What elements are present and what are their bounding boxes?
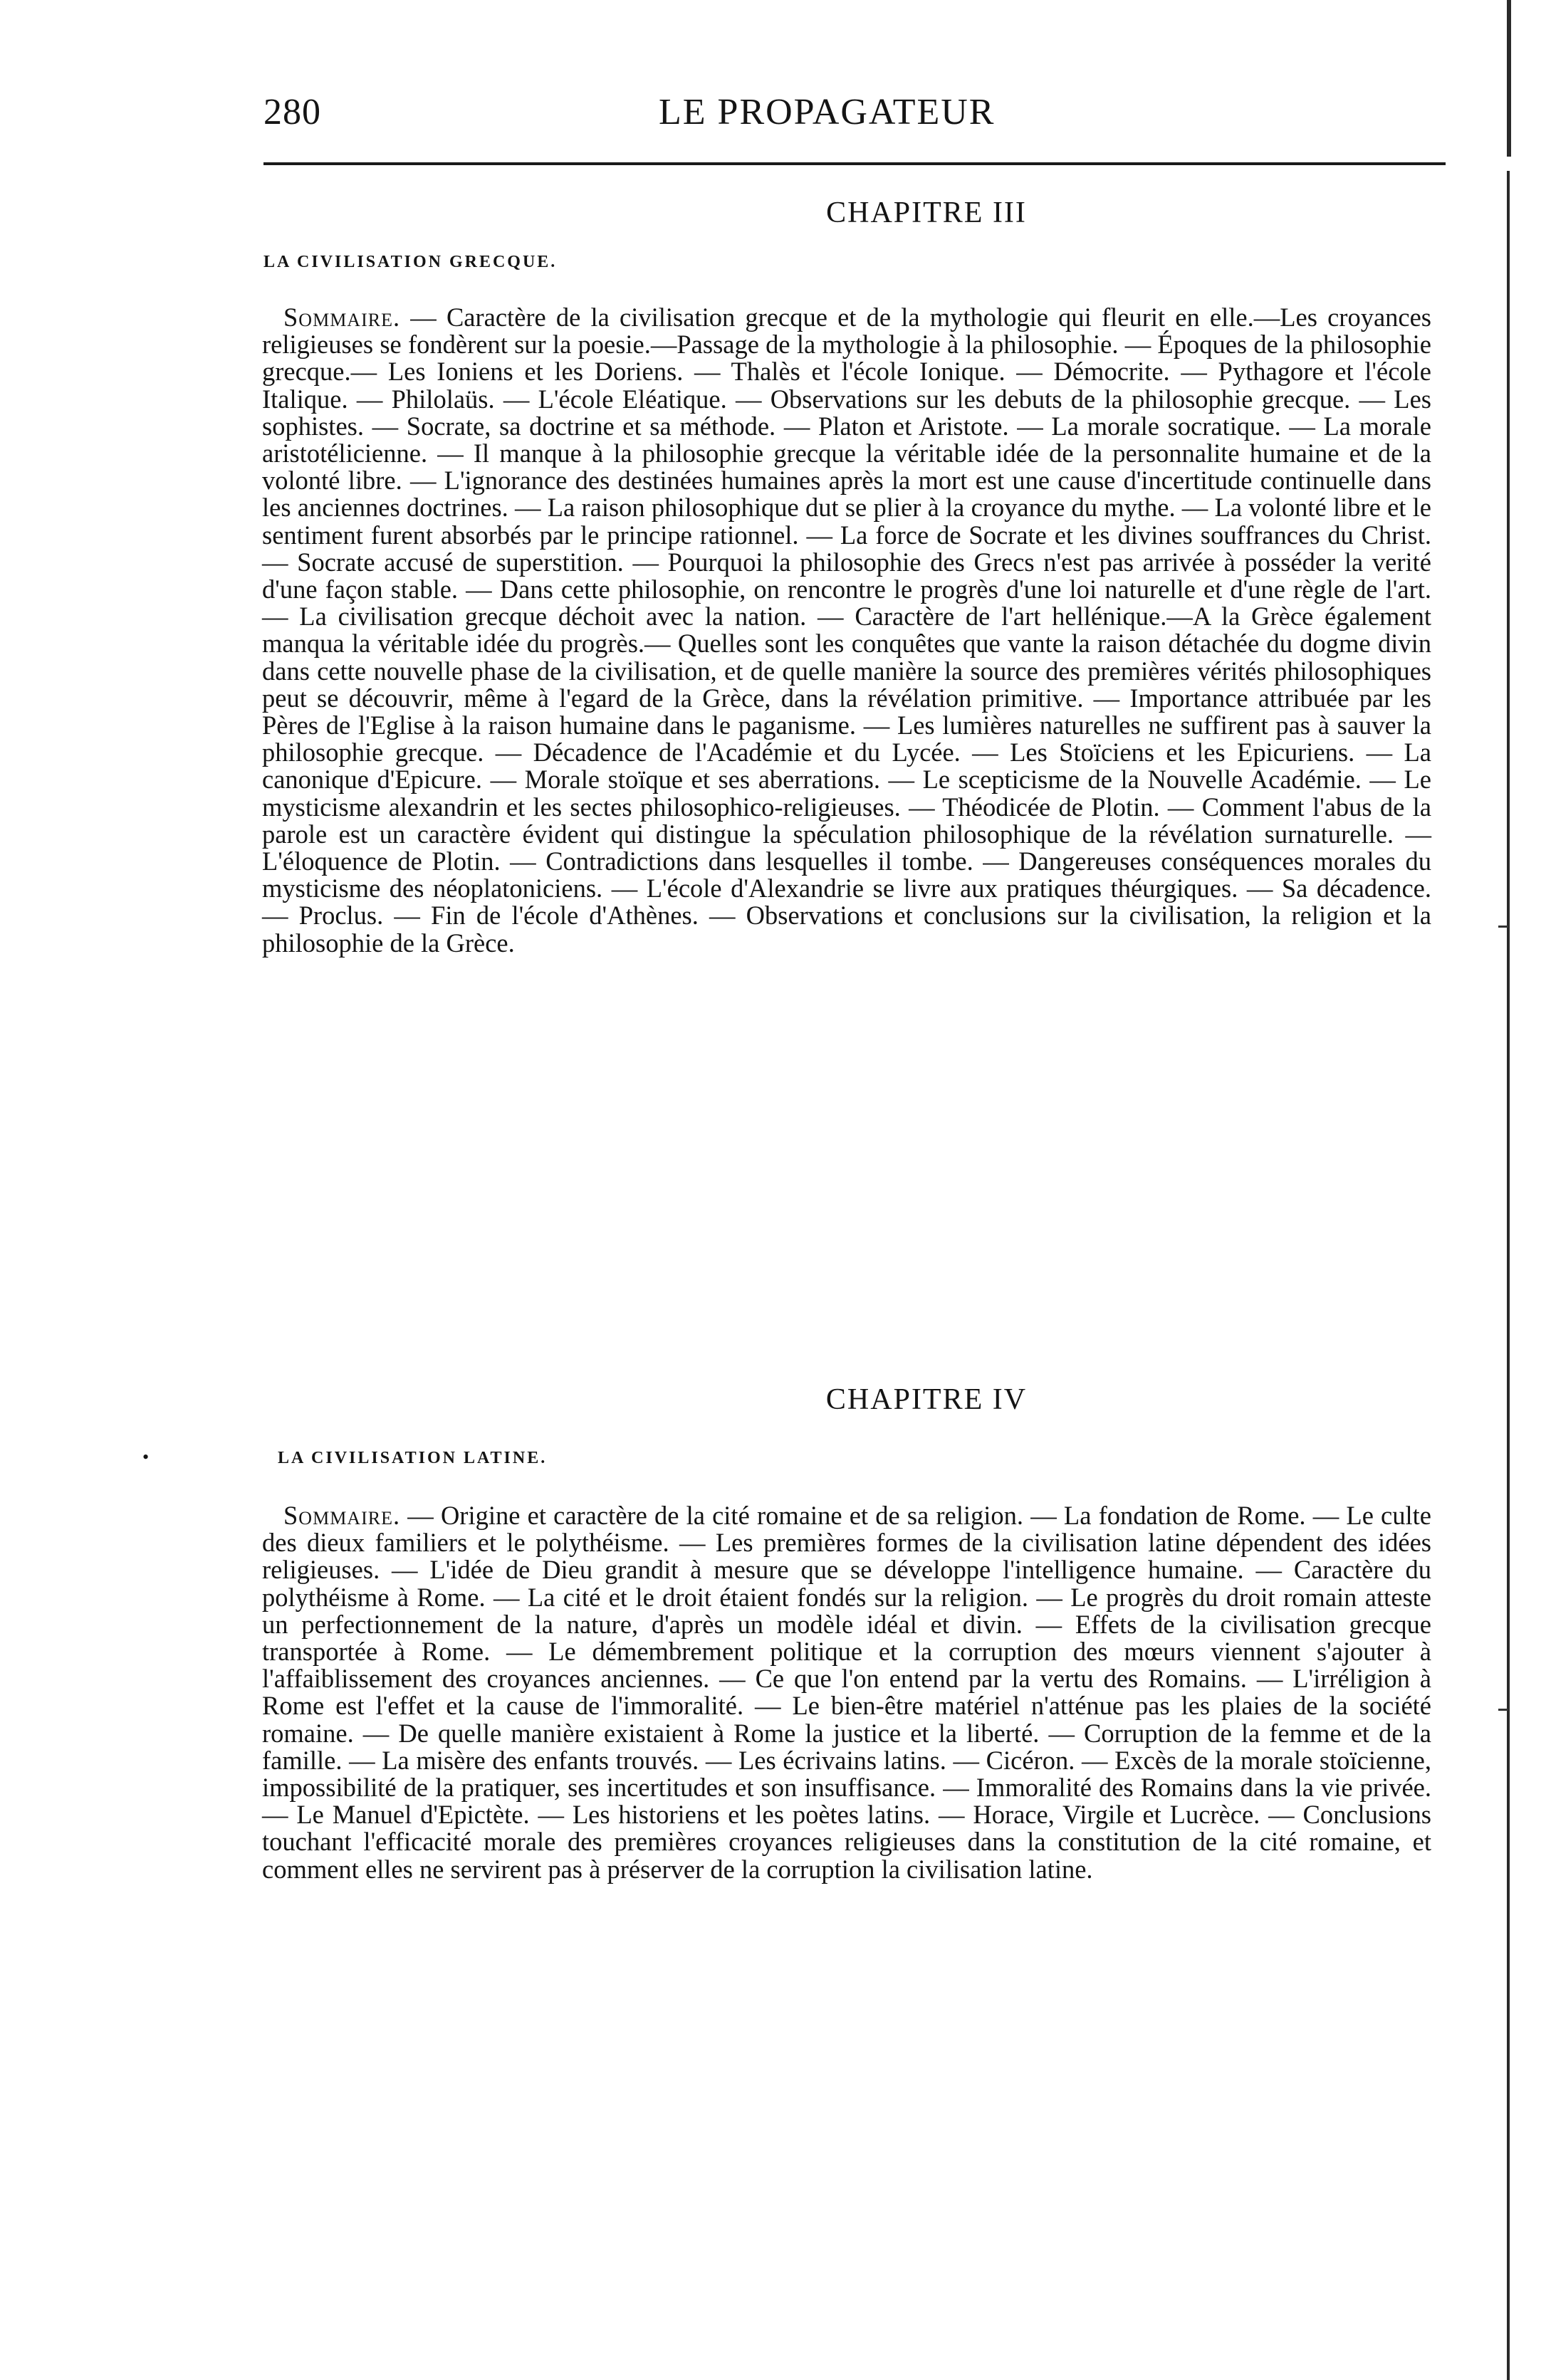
summary-label: Sommaire. — [283, 303, 401, 332]
page-number: 280 — [263, 92, 321, 132]
scan-edge-mark — [1498, 926, 1508, 928]
chapter-summary — [262, 304, 1431, 957]
section-label: LA CIVILISATION LATINE. — [278, 1449, 548, 1467]
journal-title: LE PROPAGATEUR — [659, 92, 996, 132]
summary-text: — Caractère de la civilisation grecque et de la mythologie qui fleurit en elle.—Les croyances religieuses se fondèrent sur la poesie.—Passage de la mythologie à la philosophie. — Époques de la philosophie grecque.— Les Ioniens et les Doriens. — Thalès et l'école Ionique. — Démocrite. — Pythagore et l'école Italique. — Philolaüs. — L'école Eléatique. — Observations sur les debuts de la philosophie grecque. — Les sophistes. — Socrate, sa doctrine et sa méthode. — Platon et Aristote. — La morale socratique. — La morale aristotélicienne. — Il manque à la philosophie grecque la véritable idée de la personnalite humaine et de la volonté libre. — L'ignorance des destinées humaines après la mort est une cause d'incertitude continuelle dans les anciennes doctrines. — La raison philosophique dut se plier à la croyance du mythe. — La volonté libre et le sentiment furent absorbés par le principe rationnel. — La force de Socrate et les divines souffrances du Christ. — Socrate accusé de superstition. — Pourquoi la philosophie des Grecs n'est pas arrivée à posséder la verité d'une façon stable. — Dans cette philosophie, on rencontre le progrès d'une loi naturelle et d'une règle de l'art. — La civilisation grecque déchoit avec la nation. — Caractère de l'art hellénique.—A la Grèce également manqua la véritable idée du progrès.— Quelles sont les conquêtes que vante la raison détachée du dogme divin dans cette nouvelle phase de la civilisation, et de quelle manière la source des premières vérités philosophiques peut se découvrir, même à l'egard de la Grèce, dans la révélation primitive. — Importance attribuée par les Pères de l'Eglise à la raison humaine dans le paganisme. — Les lumières naturelles ne suffirent pas à sauver la philosophie grecque. — Décadence de l'Académie et du Lycée. — Les Stoïciens et les Epicuriens. — La canonique d'Epicure. — Morale stoïque et ses aberrations. — Le scepticisme de la Nouvelle Académie. — Le mysticisme alexandrin et les sectes philosophico-religieuses. — Théodicée de Plotin. — Comment l'abus de la parole est un caractère évident qui distingue la spéculation philosophique de la révélation surnaturelle. — L'éloquence de Plotin. — Contradictions dans lesquelles il tombe. — Dangereuses conséquences morales du mysticisme des néoplatoniciens. — L'école d'Alexandrie se livre aux pratiques théurgiques. — Sa décadence. — Proclus. — Fin de l'école d'Athènes. — Observations et conclusions sur la civilisation, la religion et la philosophie de la Grèce. — [262, 303, 1432, 958]
summary-label: Sommaire. — [283, 1501, 401, 1530]
chapter-heading: CHAPITRE IV — [825, 1383, 1028, 1416]
scan-edge-line — [1507, 171, 1510, 2380]
margin-mark: • — [142, 1447, 150, 1467]
scan-edge-mark — [1498, 1709, 1508, 1711]
section-label: LA CIVILISATION GRECQUE. — [263, 253, 558, 271]
summary-text: — Origine et caractère de la cité romaine et de sa religion. — La fondation de Rome. — Le culte des dieux familiers et le polythéisme. — Les premières formes de la civilisation latine dépendent des idées religieuses. — L'idée de Dieu grandit à mesure que se développe l'intelligence humaine. — Caractère du polythéisme à Rome. — La cité et le droit étaient fondés sur la religion. — Le progrès du droit romain atteste un perfectionnement de la nature, d'après un modèle idéal et divin. — Effets de la civilisation grecque transportée à Rome. — Le démembrement politique et la corruption des mœurs viennent s'ajouter à l'affaiblissement des croyances anciennes. — Ce que l'on entend par la vertu des Romains. — L'irréligion à Rome est l'effet et la cause de l'immoralité. — Le bien-être matériel n'atténue pas les plaies de la société romaine. — De quelle manière existaient à Rome la justice et la liberté. — Corruption de la femme et de la famille. — La misère des enfants trouvés. — Les écrivains latins. — Cicéron. — Excès de la morale stoïcienne, impossibilité de la pratiquer, ses incertitudes et son insuffisance. — Immoralité des Romains dans la vie privée. — Le Manuel d'Epictète. — Les historiens et les poètes latins. — Horace, Virgile et Lucrèce. — Conclusions touchant l'efficacité morale des premières croyances religieuses dans la constitution de la cité romaine, et comment elles ne servirent pas à préserver de la corruption la civilisation latine. — [262, 1501, 1431, 1884]
header-rule — [263, 162, 1446, 165]
chapter-summary — [262, 1502, 1431, 1883]
scan-edge-line — [1507, 0, 1511, 157]
chapter-heading: CHAPITRE III — [826, 196, 1027, 229]
running-head — [263, 91, 1446, 141]
